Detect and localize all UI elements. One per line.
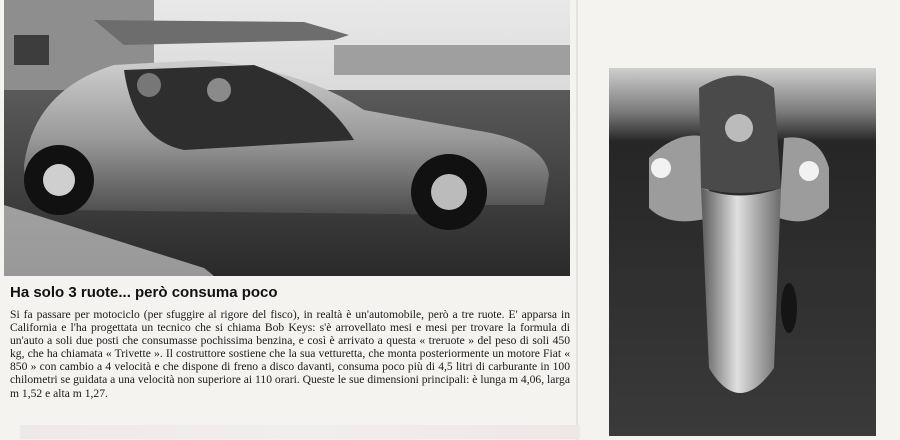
car-nose	[701, 188, 781, 393]
article-body: Si fa passare per motociclo (per sfuggire al rigore del fisco), in realtà è un'automobile, però a tre ruote. E' apparsa in California e l'ha progettata un tecnico che si chiama Bob Keys: s'è arrovellato mesi e mesi per trovare la formula di un'auto a soli due posti che consumasse pochissima benzina, e così è arrivato a questa « treruote » del peso di soli 450 kg, che ha chiamata « Trivette ». Il costruttore sostiene che la sua vetturetta, che monta posteriormente un motore Fiat « 850 » con cambio a 4 velocità e che dispone di freno a disco davanti, consuma poco più di 4,5 litri di carburante in 100 chilometri se guidata a una velocità non superiore ai 110 orari. Queste le sue dimensioni principali: è lunga m 4,06, larga m 1,52 e alta m 1,27.	[10, 308, 570, 400]
left-headlight	[651, 158, 671, 178]
passenger-woman	[137, 73, 161, 97]
right-headlight	[799, 161, 819, 181]
car-side-illustration	[4, 0, 570, 276]
article-headline: Ha solo 3 ruote... però consuma poco	[10, 284, 278, 301]
column-gutter	[576, 0, 578, 440]
building-right	[334, 45, 570, 75]
car-side-photo	[4, 0, 570, 276]
car-front-illustration	[609, 68, 876, 436]
driver-man	[207, 78, 231, 102]
front-wheel-shadow	[781, 283, 797, 333]
building-window	[14, 35, 49, 65]
driver-figure	[725, 114, 753, 142]
front-hub	[43, 164, 75, 196]
car-front-photo	[609, 68, 876, 436]
bleed-through-text	[20, 425, 580, 439]
rear-hub	[431, 174, 467, 210]
